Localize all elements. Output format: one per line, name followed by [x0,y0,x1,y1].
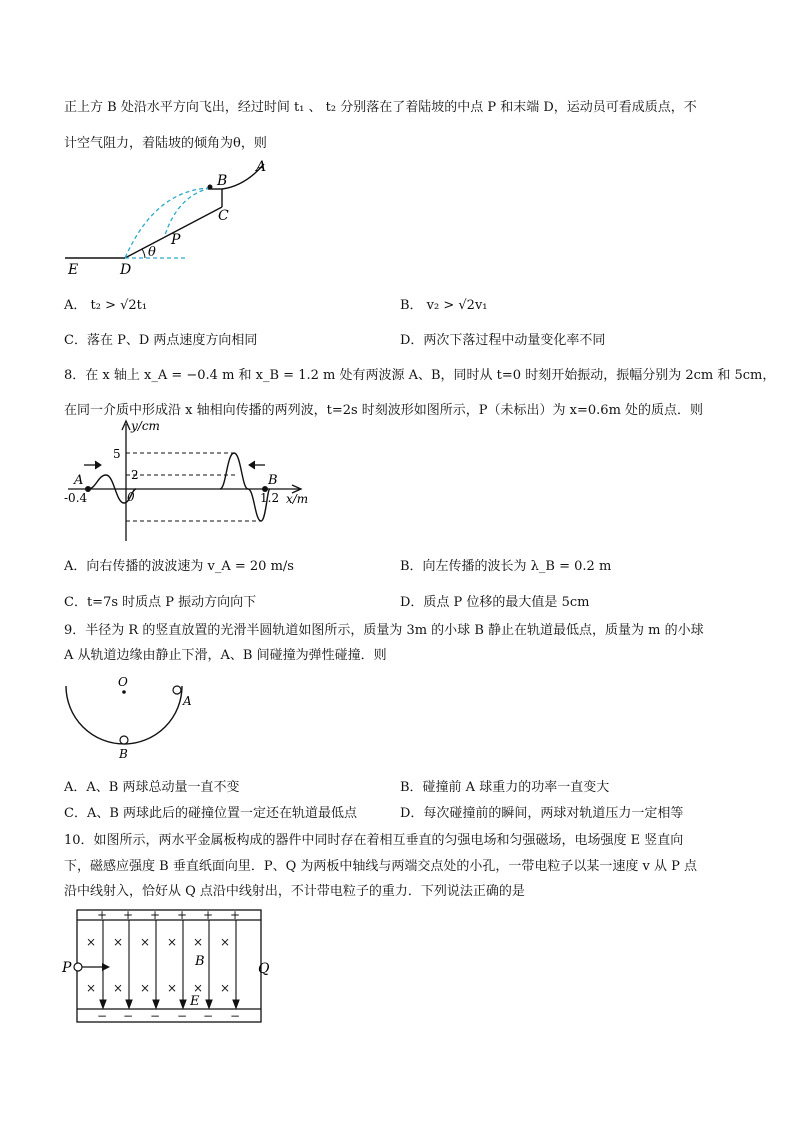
svg-text:×: × [113,981,124,995]
svg-text:−: − [230,1009,241,1023]
q10-field-device-figure [60,905,280,1027]
q9-option-d[interactable]: D．每次碰撞前的瞬间，两球对轨道压力一定相等 [400,806,684,821]
label-B: B [119,747,128,761]
q9-text-line-1: 9．半径为 R 的竖直放置的光滑半圆轨道如图所示，质量为 3m 的小球 B 静止在轨道最低点，质量为 m 的小球 [64,623,704,638]
ball-B [120,736,128,744]
q7-text-line-1: 正上方 B 处沿水平方向飞出，经过时间 t₁ 、 t₂ 分别落在了着陆坡的中点 P 和末端 D，运动员可看成质点，不 [64,100,697,115]
svg-text:+: + [203,908,214,922]
svg-text:×: × [140,981,151,995]
y-axis-label: y/cm [131,419,160,433]
label-B: B [217,173,228,189]
svg-text:−: − [123,1009,134,1023]
q9-option-a[interactable]: A．A、B 两球总动量一直不变 [64,780,240,795]
origin-label: 0 [127,490,135,504]
center-O [122,690,126,694]
q8-option-b[interactable]: B．向左传播的波长为 λ_B = 0.2 m [400,559,612,574]
q8-option-a[interactable]: A．向右传播的波波速为 v_A = 20 m/s [64,559,294,574]
svg-text:×: × [193,935,204,949]
minus-charges [97,1009,240,1023]
svg-text:×: × [220,935,231,949]
label-A: A [74,473,84,488]
svg-text:−: − [203,1009,214,1023]
label-Q: Q [258,961,270,977]
svg-text:−: − [97,1009,108,1023]
svg-text:+: + [123,908,134,922]
label-B: B [195,954,205,969]
x-axis-label: x/m [286,492,309,506]
q10-text-line-2: 下，磁感应强度 B 垂直纸面向里．P、Q 为两板中轴线与两端交点处的小孔，一带电粒子以某一速度 v 从 P 点 [64,859,697,874]
label-E: E [190,994,200,1009]
ball-A [173,686,181,694]
skier-point [208,185,213,190]
label-C: C [218,208,229,224]
q8-text-line-2: 在同一介质中形成沿 x 轴相向传播的两列波，t=2s 时刻波形如图所示，P（未标出）为 x=0.6m 处的质点．则 [64,403,704,418]
q9-semicircle-track-figure [60,670,200,762]
q7-option-c[interactable]: C．落在 P、D 两点速度方向相同 [64,333,258,348]
label-B: B [268,473,278,488]
svg-text:+: + [177,908,188,922]
label-A: A [183,694,192,708]
label-P: P [62,960,72,976]
svg-text:×: × [167,935,178,949]
svg-text:×: × [113,935,124,949]
svg-text:×: × [86,981,97,995]
x-tick-12: 1.2 [260,491,280,505]
svg-text:−: − [177,1009,188,1023]
svg-text:×: × [167,981,178,995]
svg-text:+: + [230,908,241,922]
q8-option-c[interactable]: C．t=7s 时质点 P 振动方向向下 [64,595,257,610]
q7-text-line-2: 计空气阻力，着陆坡的倾角为θ，则 [64,136,267,151]
y-tick-2: 2 [131,468,139,482]
label-P: P [171,232,181,248]
svg-text:+: + [150,908,161,922]
q8-wave-figure [60,418,320,546]
label-O: O [118,675,128,689]
q9-option-b[interactable]: B．碰撞前 A 球重力的功率一直变大 [400,780,610,795]
label-theta: θ [148,245,156,260]
q10-text-line-1: 10．如图所示，两水平金属板构成的器件中同时存在着相互垂直的匀强电场和匀强磁场，电场强度 E 竖直向 [64,833,684,848]
hole-P [74,963,82,971]
svg-text:×: × [220,981,231,995]
svg-text:×: × [193,981,204,995]
svg-text:×: × [86,935,97,949]
q7-option-d[interactable]: D．两次下落过程中动量变化率不同 [400,333,606,348]
svg-text:−: − [150,1009,161,1023]
q8-option-d[interactable]: D．质点 P 位移的最大值是 5cm [400,595,590,610]
label-D: D [120,262,132,278]
q7-option-a[interactable]: A． t₂ > √2t₁ [64,298,148,313]
q9-text-line-2: A 从轨道边缘由静止下滑，A、B 间碰撞为弹性碰撞．则 [64,648,387,663]
q7-option-b[interactable]: B． v₂ > √2v₁ [400,298,488,313]
label-E: E [68,262,79,278]
y-tick-5: 5 [113,447,121,461]
label-A: A [256,159,267,175]
x-tick-neg04: -0.4 [64,491,88,505]
q10-text-line-3: 沿中线射入，恰好从 Q 点沿中线射出，不计带电粒子的重力．下列说法正确的是 [64,884,525,899]
q8-text-line-1: 8．在 x 轴上 x_A = −0.4 m 和 x_B = 1.2 m 处有两波源 A、B，同时从 t=0 时刻开始振动，振幅分别为 2cm 和 5cm， [64,368,776,383]
q9-option-c[interactable]: C．A、B 两球此后的碰撞位置一定还在轨道最低点 [64,806,358,821]
q7-ski-slope-figure [60,158,290,278]
svg-text:+: + [97,908,108,922]
svg-text:×: × [140,935,151,949]
